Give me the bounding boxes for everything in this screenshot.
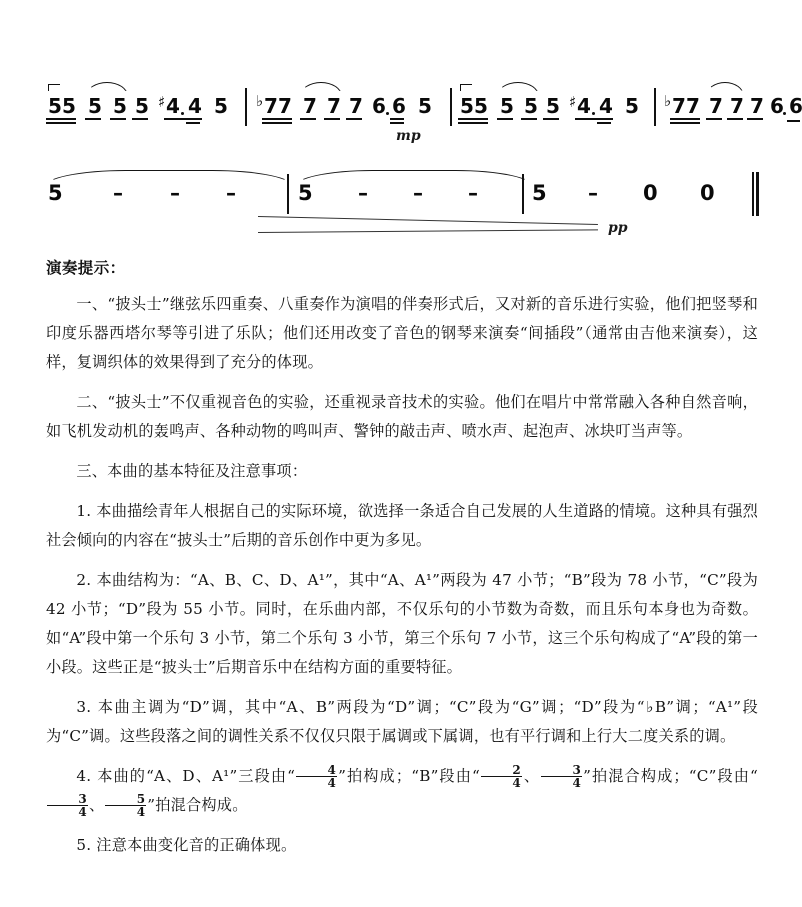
score-line-2 — [0, 158, 802, 250]
time-signature-4-4 — [296, 764, 337, 789]
slur-icon — [497, 82, 539, 96]
note-digit: 6 — [372, 94, 386, 118]
final-barline — [752, 172, 759, 216]
barline — [522, 174, 524, 214]
time-sig-numerator: 3 — [78, 791, 87, 806]
performance-notes-heading: 演奏提示： — [46, 259, 126, 277]
beam — [670, 122, 700, 124]
beam — [324, 118, 340, 120]
note-digit: 5 — [113, 94, 127, 118]
score-line-1 — [0, 70, 802, 150]
note-digit: 5 — [298, 181, 313, 205]
beam — [575, 118, 613, 120]
note-digit: 7 — [303, 94, 317, 118]
sharp-icon: ♯ — [158, 93, 166, 111]
barline — [287, 174, 289, 214]
note-digit: 7 — [672, 94, 686, 118]
beam — [110, 118, 126, 120]
note-digit: 4 — [188, 94, 202, 118]
beam — [132, 118, 148, 120]
beam — [747, 118, 763, 120]
note-digit: 5 — [214, 94, 228, 118]
note-digit: 5 — [625, 94, 639, 118]
note-item-2: 2. 本曲结构为：“A、B、C、D、A¹”，其中“A、A¹”两段为 47 小节；“B”段为 78 小节，“C”段为 42 小节；“D”段为 55 小节。同时，在乐曲内部，不仅乐句的小节数为奇数，而且乐句本身也为奇数。如“A”段中第一个乐句 3 小节，第二个乐句 3 小节，第三个乐句 7 小节，这三个乐句构成了“A”段的第一小段。这些正是“披头士”后期音乐中在结构方面的重要特征。 — [46, 571, 758, 676]
time-signature-3-4-b — [47, 793, 88, 818]
beam — [164, 118, 202, 120]
note-digit: 5 — [135, 94, 149, 118]
beam — [521, 118, 537, 120]
note-dash: – — [413, 181, 423, 205]
item4-sep-2: 、 — [88, 796, 105, 814]
item4-mid-1: ”拍构成；“B”段由“ — [338, 767, 480, 785]
note-dash: – — [468, 181, 478, 205]
note-digit: 7 — [709, 94, 723, 118]
note-digit: 4 — [577, 94, 591, 118]
time-signature-2-4 — [481, 764, 522, 789]
note-digit: 5 — [48, 94, 62, 118]
beam — [543, 118, 559, 120]
note-digit: 5 — [460, 94, 474, 118]
note-dash: – — [358, 181, 368, 205]
augmentation-dot — [592, 112, 595, 115]
time-sig-denominator: 4 — [105, 805, 146, 818]
music-score — [0, 0, 802, 250]
beam — [262, 118, 292, 120]
beam — [727, 118, 743, 120]
time-sig-numerator: 2 — [512, 762, 521, 777]
note-rest-zero: 0 — [643, 181, 658, 205]
note-digit: 4 — [166, 94, 180, 118]
barline — [245, 88, 247, 126]
beam — [300, 118, 316, 120]
flat-icon: ♭ — [256, 92, 264, 110]
beam — [458, 118, 488, 120]
augmentation-dot — [181, 112, 184, 115]
beam — [85, 118, 101, 120]
note-digit: 5 — [546, 94, 560, 118]
note-dash: – — [226, 181, 236, 205]
dynamic-marking-mp: mp — [396, 128, 421, 144]
flat-icon: ♭ — [664, 92, 672, 110]
note-digit: 4 — [599, 94, 613, 118]
beam — [390, 118, 404, 120]
note-digit: 5 — [88, 94, 102, 118]
note-digit: 6 — [770, 94, 784, 118]
time-sig-numerator: 4 — [327, 762, 337, 777]
beam — [390, 122, 404, 124]
note-digit: 5 — [418, 94, 432, 118]
note-item-3: 3. 本曲主调为“D”调，其中“A、B”两段为“D”调；“C”段为“G”调；“D”段为“♭B”调；“A¹”段为“C”调。这些段落之间的调性关系不仅仅只限于属调或下属调，也有平行调和上行大二度关系的调。 — [46, 698, 758, 745]
time-signature-5-4 — [105, 793, 146, 818]
slur-icon — [706, 82, 744, 96]
note-digit: 7 — [264, 94, 278, 118]
note-digit: 6 — [392, 94, 406, 118]
note-item-5: 5. 注意本曲变化音的正确体现。 — [76, 836, 297, 854]
note-digit: 5 — [524, 94, 538, 118]
barline — [450, 88, 452, 126]
note-digit: 7 — [686, 94, 700, 118]
sharp-icon: ♯ — [569, 93, 577, 111]
augmentation-dot — [783, 112, 786, 115]
beam — [497, 118, 513, 120]
note-item-1: 1. 本曲描绘青年人根据自己的实际环境，欲选择一条适合自己发展的人生道路的情境。这种具有强烈社会倾向的内容在“披头士”后期的音乐创作中更为多见。 — [46, 502, 758, 549]
note-dash: – — [170, 181, 180, 205]
note-paragraph-3: 三、本曲的基本特征及注意事项： — [76, 462, 308, 480]
decrescendo-hairpin-icon — [258, 214, 598, 236]
time-sig-denominator: 4 — [296, 776, 337, 789]
note-dash: – — [113, 181, 123, 205]
item4-mid-2: ”拍混合构成；“C”段由“ — [583, 767, 759, 785]
beam — [46, 122, 76, 124]
dynamic-marking-pp: pp — [608, 220, 628, 236]
note-dash: – — [588, 181, 598, 205]
note-digit: 7 — [730, 94, 744, 118]
beam — [458, 122, 488, 124]
tie-icon — [44, 170, 294, 187]
note-digit: 5 — [532, 181, 547, 205]
note-paragraph-1: 一、“披头士”继弦乐四重奏、八重奏作为演唱的伴奏形式后，又对新的音乐进行实验，他们把竖琴和印度乐器西塔尔琴等引进了乐队；他们还用改变了音色的钢琴来演奏“间插段”（通常由吉他来演奏），这样，复调织体的效果得到了充分的体现。 — [46, 295, 758, 371]
note-digit: 7 — [327, 94, 341, 118]
beam — [670, 118, 700, 120]
item4-suffix: ”拍混合构成。 — [147, 796, 248, 814]
note-digit: 7 — [278, 94, 292, 118]
time-sig-numerator: 5 — [136, 791, 146, 806]
performance-notes — [46, 256, 758, 871]
beam — [706, 118, 722, 120]
beam — [787, 120, 800, 122]
time-sig-denominator: 4 — [481, 776, 522, 789]
note-digit: 5 — [500, 94, 514, 118]
time-signature-3-4-a — [541, 764, 582, 789]
beam — [346, 118, 362, 120]
barline — [654, 88, 656, 126]
beam — [597, 122, 611, 124]
beam — [186, 122, 200, 124]
note-paragraph-2: 二、“披头士”不仅重视音色的实验，还重视录音技术的实验。他们在唱片中常常融入各种自然音响，如飞机发动机的轰鸣声、各种动物的鸣叫声、警钟的敲击声、喷水声、起泡声、冰块叮当声等。 — [46, 393, 758, 440]
note-digit: 7 — [750, 94, 764, 118]
time-sig-denominator: 4 — [47, 805, 88, 818]
note-digit: 5 — [48, 181, 63, 205]
beam — [262, 122, 292, 124]
note-digit: 5 — [474, 94, 488, 118]
note-digit: 6 — [789, 94, 802, 118]
note-rest-zero: 0 — [700, 181, 715, 205]
time-sig-numerator: 3 — [572, 762, 582, 777]
item4-prefix: 4. 本曲的“A、D、A¹”三段由“ — [76, 767, 296, 785]
note-digit: 7 — [349, 94, 363, 118]
note-digit: 5 — [62, 94, 76, 118]
note-item-4 — [46, 762, 758, 820]
phrase-bracket-icon — [460, 84, 472, 91]
augmentation-dot — [386, 112, 389, 115]
time-sig-denominator: 4 — [541, 776, 582, 789]
phrase-bracket-icon — [48, 84, 60, 91]
slur-icon — [86, 82, 128, 96]
slur-icon — [300, 82, 342, 96]
item4-sep-1: 、 — [522, 767, 541, 785]
beam — [46, 118, 76, 120]
